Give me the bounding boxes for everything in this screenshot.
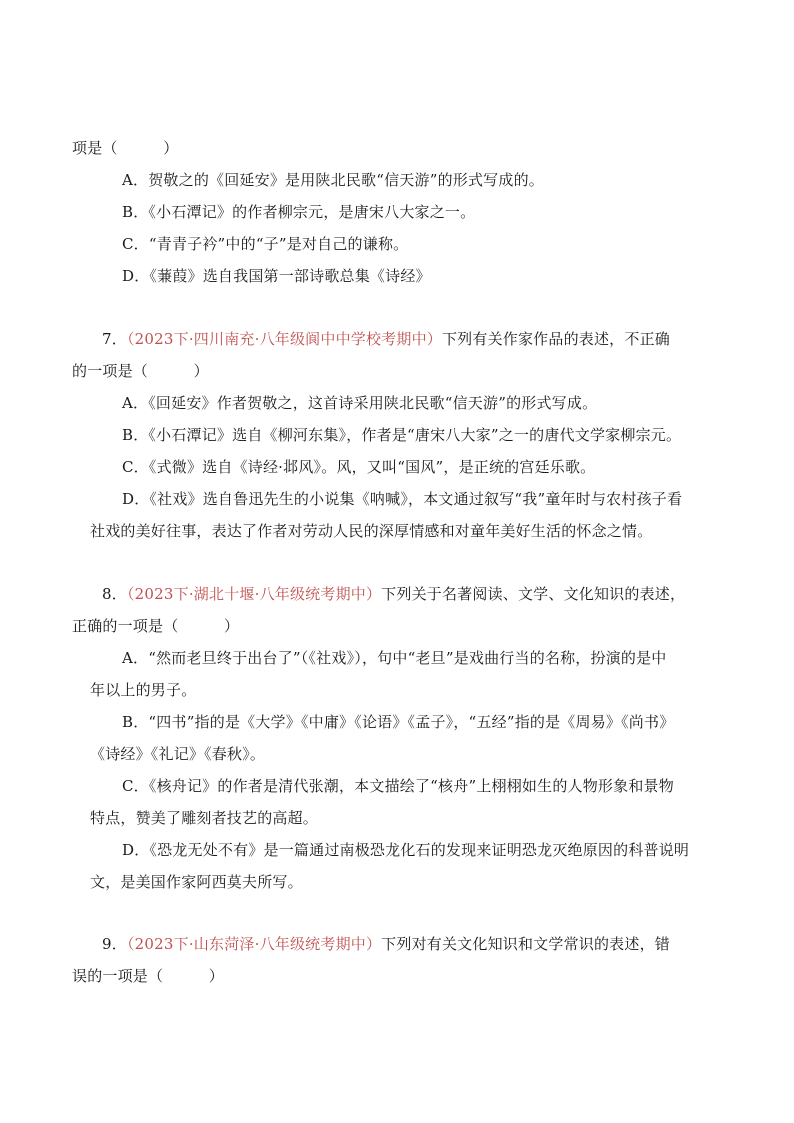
q7-option-d-line1: D．《社戏》选自鲁迅先生的小说集《呐喊》，本文通过叙写“我”童年时与农村孩子看	[122, 490, 683, 508]
q7-stem-line2: 的一项是（ ）	[72, 362, 209, 380]
q8-option-c-line2: 特点，赞美了雕刻者技艺的高超。	[90, 809, 319, 827]
q7-option-a: A．《回延安》作者贺敬之，这首诗采用陕北民歌“信天游”的形式写成。	[122, 394, 598, 412]
q6-option-c: C．“青青子衿”中的“子”是对自己的谦称。	[122, 235, 409, 253]
q8-stem	[102, 584, 685, 604]
q6-option-d: D．《蒹葭》选自我国第一部诗歌总集《诗经》	[122, 267, 431, 285]
q9-stem-text: 下列对有关文化知识和文学常识的表述，错	[381, 935, 670, 953]
q7-stem	[102, 329, 670, 349]
q8-option-a-line1: A．“然而老旦终于出台了”（《社戏》），句中“老旦”是戏曲行当的名称，扮演的是中	[122, 649, 667, 667]
q7-stem-text: 下列有关作家作品的表述，不正确	[441, 330, 670, 348]
q7-option-c: C．《式微》选自《诗经·邶风》。风，又叫“国风”，是正统的宫廷乐歌。	[122, 458, 596, 476]
q8-option-b-line1: B．“四书”指的是《大学》《中庸》《论语》《孟子》，“五经”指的是《周易》《尚书》	[122, 713, 675, 731]
q6-option-b: B．《小石潭记》的作者柳宗元，是唐宋八大家之一。	[122, 203, 476, 221]
q6-stem-tail: 项是（ ）	[72, 139, 179, 157]
q8-source: （2023下·湖北十堰·八年级统考期中）	[126, 585, 382, 603]
q8-option-a-line2: 年以上的男子。	[90, 681, 197, 699]
q9-number: 9．	[102, 935, 127, 953]
q8-stem-text: 下列关于名著阅读、文学、文化知识的表述，	[381, 585, 686, 603]
q9-source: （2023下·山东菏泽·八年级统考期中）	[126, 935, 382, 953]
q7-option-b: B．《小石潭记》选自《柳河东集》，作者是“唐宋八大家”之一的唐代文学家柳宗元。	[122, 426, 682, 444]
q8-option-d-line2: 文，是美国作家阿西莫夫所写。	[90, 873, 303, 891]
q7-source: （2023下·四川南充·八年级阆中中学校考期中）	[126, 330, 442, 348]
q8-number: 8．	[102, 585, 127, 603]
q6-option-a: A．贺敬之的《回延安》是用陕北民歌“信天游”的形式写成的。	[122, 171, 544, 189]
q9-stem-line2: 误的一项是（ ）	[72, 967, 225, 985]
q8-option-b-line2: 《诗经》《礼记》《春秋》。	[90, 745, 266, 763]
q7-number: 7．	[102, 330, 127, 348]
q8-option-c-line1: C．《核舟记》的作者是清代张潮，本文描绘了“核舟”上栩栩如生的人物形象和景物	[122, 777, 674, 795]
q7-option-d-line2: 社戏的美好往事，表达了作者对劳动人民的深厚情感和对童年美好生活的怀念之情。	[90, 522, 653, 540]
q8-option-d-line1: D．《恐龙无处不有》是一篇通过南极恐龙化石的发现来证明恐龙灭绝原因的科普说明	[122, 841, 690, 859]
q9-stem	[102, 934, 670, 954]
q8-stem-line2: 正确的一项是（ ）	[72, 617, 240, 635]
